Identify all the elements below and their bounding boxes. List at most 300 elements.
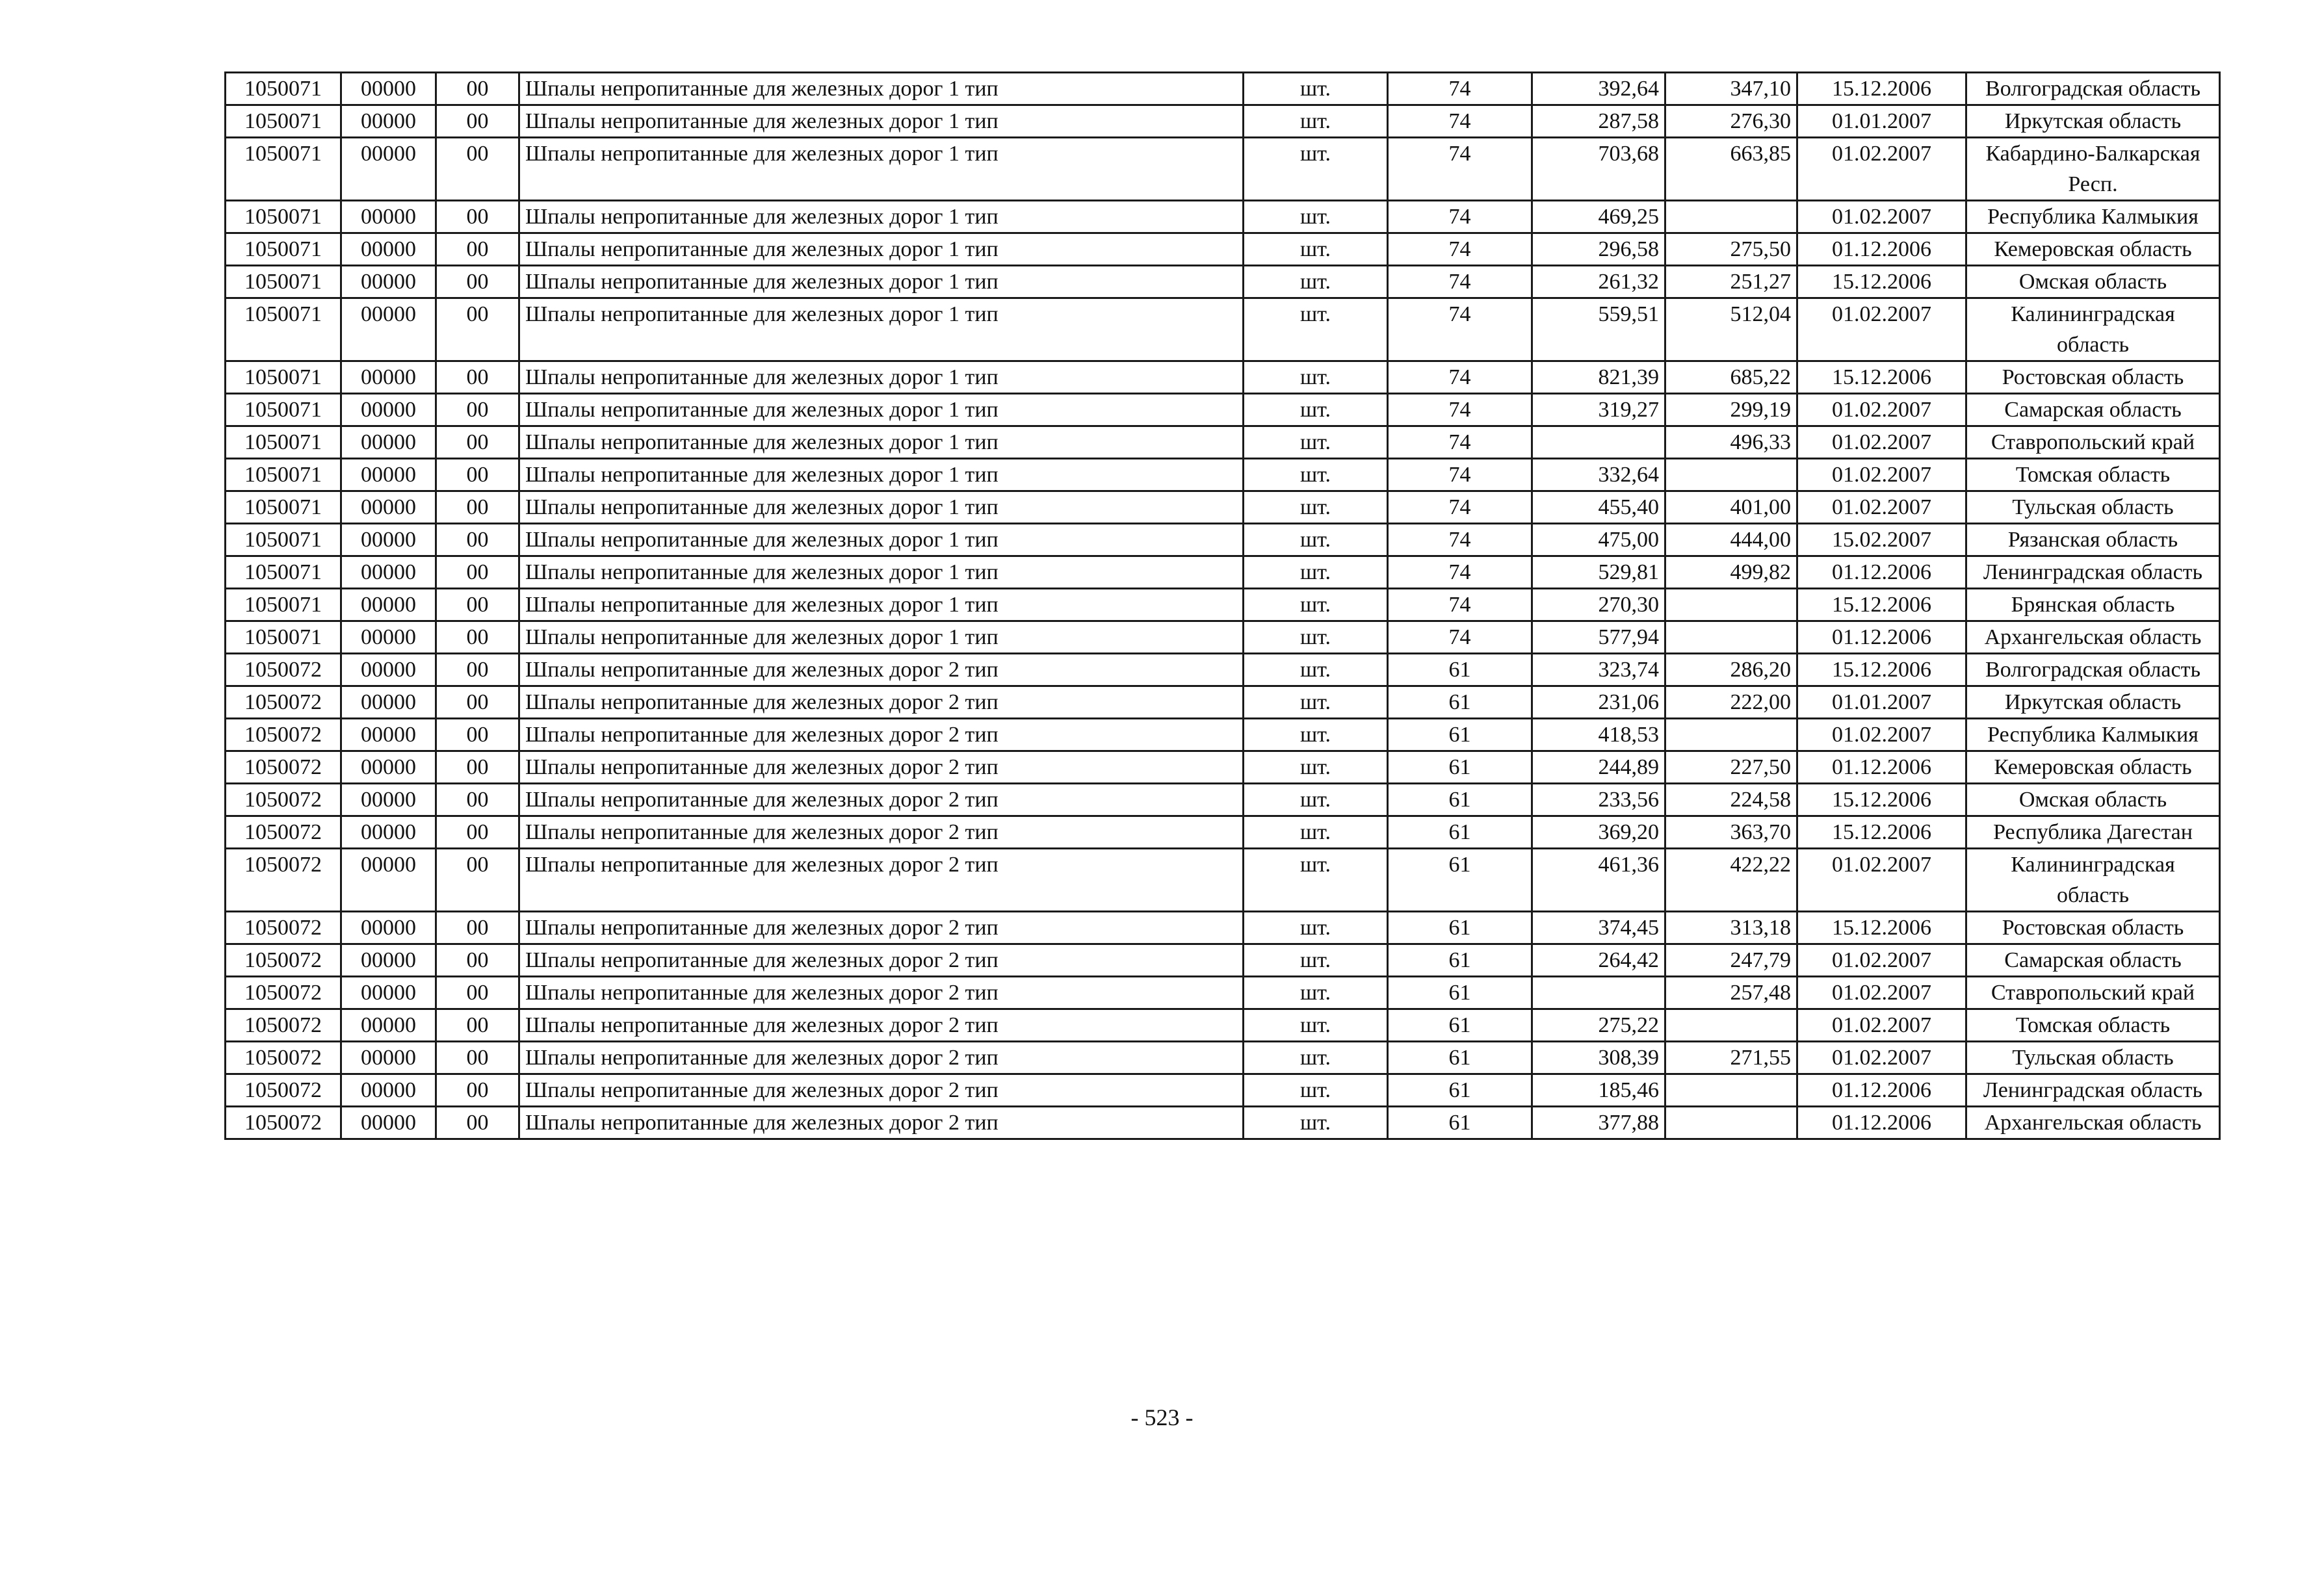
cell-price-1: 529,81	[1532, 556, 1665, 589]
cell-date: 01.12.2006	[1797, 621, 1966, 654]
cell-product-name: Шпалы непропитанные для железных дорог 2 тип	[519, 654, 1244, 686]
table-row	[226, 138, 2220, 201]
cell-unit: шт.	[1244, 816, 1388, 849]
cell-price-1: 244,89	[1532, 751, 1665, 784]
cell-price-2: 512,04	[1665, 298, 1797, 361]
cell-quantity-code: 74	[1388, 589, 1532, 621]
cell-extension: 00	[436, 233, 519, 266]
cell-price-2: 496,33	[1665, 426, 1797, 459]
cell-unit: шт.	[1244, 1042, 1388, 1074]
cell-quantity-code: 74	[1388, 459, 1532, 491]
cell-quantity-code: 74	[1388, 105, 1532, 138]
cell-region: Омская область	[1966, 784, 2220, 816]
cell-quantity-code: 74	[1388, 233, 1532, 266]
cell-region: Томская область	[1966, 1009, 2220, 1042]
cell-extension: 00	[436, 298, 519, 361]
cell-date: 01.02.2007	[1797, 394, 1966, 426]
cell-region: Кемеровская область	[1966, 751, 2220, 784]
cell-unit: шт.	[1244, 426, 1388, 459]
cell-price-2: 275,50	[1665, 233, 1797, 266]
table-row	[226, 912, 2220, 944]
table-row	[226, 105, 2220, 138]
cell-price-2	[1665, 589, 1797, 621]
cell-extension: 00	[436, 784, 519, 816]
table-row	[226, 1009, 2220, 1042]
cell-code: 1050071	[226, 105, 341, 138]
cell-region: Ленинградская область	[1966, 1074, 2220, 1107]
cell-date: 15.12.2006	[1797, 816, 1966, 849]
cell-product-name: Шпалы непропитанные для железных дорог 2 тип	[519, 751, 1244, 784]
cell-price-2: 401,00	[1665, 491, 1797, 524]
cell-extension: 00	[436, 589, 519, 621]
cell-price-1	[1532, 426, 1665, 459]
cell-price-2: 224,58	[1665, 784, 1797, 816]
cell-region: Ростовская область	[1966, 361, 2220, 394]
cell-unit: шт.	[1244, 751, 1388, 784]
cell-code: 1050072	[226, 977, 341, 1009]
cell-price-2	[1665, 1074, 1797, 1107]
cell-quantity-code: 74	[1388, 491, 1532, 524]
cell-region: Ленинградская область	[1966, 556, 2220, 589]
cell-code: 1050071	[226, 621, 341, 654]
cell-subcode: 00000	[341, 944, 436, 977]
cell-extension: 00	[436, 524, 519, 556]
cell-quantity-code: 74	[1388, 556, 1532, 589]
cell-quantity-code: 74	[1388, 266, 1532, 298]
cell-code: 1050072	[226, 686, 341, 719]
cell-quantity-code: 74	[1388, 361, 1532, 394]
table-row	[226, 361, 2220, 394]
cell-product-name: Шпалы непропитанные для железных дорог 2 тип	[519, 719, 1244, 751]
cell-date: 01.02.2007	[1797, 459, 1966, 491]
cell-price-2: 685,22	[1665, 361, 1797, 394]
cell-price-2: 499,82	[1665, 556, 1797, 589]
cell-price-2	[1665, 1009, 1797, 1042]
cell-price-2: 247,79	[1665, 944, 1797, 977]
cell-code: 1050072	[226, 816, 341, 849]
cell-extension: 00	[436, 201, 519, 233]
cell-region: Архангельская область	[1966, 1107, 2220, 1139]
cell-code: 1050072	[226, 719, 341, 751]
cell-price-1: 233,56	[1532, 784, 1665, 816]
cell-code: 1050072	[226, 1009, 341, 1042]
cell-unit: шт.	[1244, 201, 1388, 233]
cell-product-name: Шпалы непропитанные для железных дорог 1 тип	[519, 138, 1244, 201]
cell-region: Томская область	[1966, 459, 2220, 491]
cell-region: Архангельская область	[1966, 621, 2220, 654]
cell-code: 1050071	[226, 524, 341, 556]
cell-code: 1050071	[226, 201, 341, 233]
cell-region: Брянская область	[1966, 589, 2220, 621]
cell-code: 1050071	[226, 426, 341, 459]
table-row	[226, 1042, 2220, 1074]
cell-quantity-code: 61	[1388, 784, 1532, 816]
cell-extension: 00	[436, 138, 519, 201]
cell-unit: шт.	[1244, 1107, 1388, 1139]
cell-quantity-code: 74	[1388, 298, 1532, 361]
cell-code: 1050072	[226, 751, 341, 784]
cell-price-2: 222,00	[1665, 686, 1797, 719]
cell-product-name: Шпалы непропитанные для железных дорог 1 тип	[519, 394, 1244, 426]
cell-code: 1050071	[226, 298, 341, 361]
cell-price-1: 261,32	[1532, 266, 1665, 298]
cell-code: 1050072	[226, 1107, 341, 1139]
cell-product-name: Шпалы непропитанные для железных дорог 1 тип	[519, 105, 1244, 138]
cell-product-name: Шпалы непропитанные для железных дорог 1 тип	[519, 459, 1244, 491]
cell-extension: 00	[436, 977, 519, 1009]
cell-extension: 00	[436, 621, 519, 654]
cell-subcode: 00000	[341, 719, 436, 751]
cell-date: 01.02.2007	[1797, 1042, 1966, 1074]
cell-price-2: 363,70	[1665, 816, 1797, 849]
table-row	[226, 491, 2220, 524]
cell-region: Рязанская область	[1966, 524, 2220, 556]
cell-extension: 00	[436, 944, 519, 977]
table-row	[226, 73, 2220, 105]
cell-region: Волгоградская область	[1966, 654, 2220, 686]
cell-subcode: 00000	[341, 233, 436, 266]
cell-region: Тульская область	[1966, 491, 2220, 524]
cell-unit: шт.	[1244, 556, 1388, 589]
table-row	[226, 686, 2220, 719]
cell-quantity-code: 61	[1388, 751, 1532, 784]
cell-region: Ставропольский край	[1966, 426, 2220, 459]
cell-product-name: Шпалы непропитанные для железных дорог 2 тип	[519, 912, 1244, 944]
cell-extension: 00	[436, 394, 519, 426]
cell-extension: 00	[436, 1107, 519, 1139]
cell-quantity-code: 61	[1388, 977, 1532, 1009]
cell-date: 15.12.2006	[1797, 266, 1966, 298]
cell-unit: шт.	[1244, 719, 1388, 751]
cell-code: 1050072	[226, 912, 341, 944]
cell-price-1	[1532, 977, 1665, 1009]
cell-region: Омская область	[1966, 266, 2220, 298]
cell-quantity-code: 61	[1388, 849, 1532, 912]
cell-product-name: Шпалы непропитанные для железных дорог 2 тип	[519, 944, 1244, 977]
cell-date: 15.12.2006	[1797, 589, 1966, 621]
cell-subcode: 00000	[341, 621, 436, 654]
cell-date: 01.12.2006	[1797, 1074, 1966, 1107]
cell-code: 1050071	[226, 361, 341, 394]
cell-unit: шт.	[1244, 977, 1388, 1009]
cell-subcode: 00000	[341, 266, 436, 298]
cell-code: 1050071	[226, 459, 341, 491]
cell-price-1: 308,39	[1532, 1042, 1665, 1074]
cell-price-1: 475,00	[1532, 524, 1665, 556]
cell-price-2: 251,27	[1665, 266, 1797, 298]
cell-price-1: 377,88	[1532, 1107, 1665, 1139]
cell-date: 01.02.2007	[1797, 298, 1966, 361]
cell-region: Тульская область	[1966, 1042, 2220, 1074]
cell-subcode: 00000	[341, 426, 436, 459]
cell-quantity-code: 74	[1388, 426, 1532, 459]
cell-unit: шт.	[1244, 73, 1388, 105]
cell-extension: 00	[436, 73, 519, 105]
table-row	[226, 201, 2220, 233]
cell-subcode: 00000	[341, 394, 436, 426]
cell-subcode: 00000	[341, 298, 436, 361]
table-row	[226, 751, 2220, 784]
cell-code: 1050071	[226, 556, 341, 589]
cell-extension: 00	[436, 361, 519, 394]
cell-date: 01.02.2007	[1797, 201, 1966, 233]
cell-price-2	[1665, 1107, 1797, 1139]
cell-date: 15.12.2006	[1797, 73, 1966, 105]
cell-quantity-code: 61	[1388, 1009, 1532, 1042]
cell-region: Волгоградская область	[1966, 73, 2220, 105]
cell-quantity-code: 74	[1388, 394, 1532, 426]
cell-code: 1050071	[226, 73, 341, 105]
cell-price-2: 313,18	[1665, 912, 1797, 944]
price-table	[224, 71, 2221, 1140]
cell-unit: шт.	[1244, 944, 1388, 977]
cell-unit: шт.	[1244, 459, 1388, 491]
cell-subcode: 00000	[341, 686, 436, 719]
cell-date: 15.12.2006	[1797, 784, 1966, 816]
cell-date: 01.12.2006	[1797, 556, 1966, 589]
table-row	[226, 1107, 2220, 1139]
cell-subcode: 00000	[341, 201, 436, 233]
cell-extension: 00	[436, 1074, 519, 1107]
cell-unit: шт.	[1244, 912, 1388, 944]
cell-code: 1050072	[226, 944, 341, 977]
cell-extension: 00	[436, 751, 519, 784]
cell-product-name: Шпалы непропитанные для железных дорог 1 тип	[519, 426, 1244, 459]
cell-region: Самарская область	[1966, 394, 2220, 426]
cell-date: 01.02.2007	[1797, 426, 1966, 459]
cell-quantity-code: 74	[1388, 73, 1532, 105]
cell-unit: шт.	[1244, 1009, 1388, 1042]
cell-price-2	[1665, 201, 1797, 233]
cell-region: Кабардино-Балкарская Респ.	[1966, 138, 2220, 201]
cell-price-1: 287,58	[1532, 105, 1665, 138]
cell-date: 01.01.2007	[1797, 105, 1966, 138]
cell-subcode: 00000	[341, 1042, 436, 1074]
table-row	[226, 1074, 2220, 1107]
cell-price-2: 276,30	[1665, 105, 1797, 138]
cell-subcode: 00000	[341, 138, 436, 201]
cell-date: 15.12.2006	[1797, 654, 1966, 686]
cell-quantity-code: 61	[1388, 912, 1532, 944]
cell-subcode: 00000	[341, 491, 436, 524]
table-row	[226, 977, 2220, 1009]
cell-subcode: 00000	[341, 556, 436, 589]
cell-price-1: 275,22	[1532, 1009, 1665, 1042]
cell-code: 1050072	[226, 654, 341, 686]
cell-subcode: 00000	[341, 361, 436, 394]
cell-region: Республика Калмыкия	[1966, 201, 2220, 233]
cell-unit: шт.	[1244, 589, 1388, 621]
table-row	[226, 784, 2220, 816]
cell-code: 1050071	[226, 266, 341, 298]
cell-subcode: 00000	[341, 524, 436, 556]
cell-product-name: Шпалы непропитанные для железных дорог 1 тип	[519, 491, 1244, 524]
cell-price-2: 444,00	[1665, 524, 1797, 556]
cell-product-name: Шпалы непропитанные для железных дорог 1 тип	[519, 73, 1244, 105]
table-row	[226, 298, 2220, 361]
cell-date: 01.12.2006	[1797, 1107, 1966, 1139]
cell-extension: 00	[436, 654, 519, 686]
cell-code: 1050071	[226, 233, 341, 266]
cell-extension: 00	[436, 849, 519, 912]
cell-product-name: Шпалы непропитанные для железных дорог 2 тип	[519, 1042, 1244, 1074]
cell-region: Иркутская область	[1966, 686, 2220, 719]
cell-quantity-code: 61	[1388, 1042, 1532, 1074]
cell-extension: 00	[436, 459, 519, 491]
page-number: - 523 -	[1130, 1404, 1194, 1430]
cell-subcode: 00000	[341, 977, 436, 1009]
table-row	[226, 426, 2220, 459]
cell-code: 1050071	[226, 491, 341, 524]
cell-date: 01.02.2007	[1797, 138, 1966, 201]
table-row	[226, 719, 2220, 751]
cell-price-2	[1665, 719, 1797, 751]
cell-product-name: Шпалы непропитанные для железных дорог 1 тип	[519, 233, 1244, 266]
table-row	[226, 556, 2220, 589]
cell-price-1: 264,42	[1532, 944, 1665, 977]
cell-unit: шт.	[1244, 233, 1388, 266]
table-row	[226, 233, 2220, 266]
cell-price-1: 821,39	[1532, 361, 1665, 394]
cell-product-name: Шпалы непропитанные для железных дорог 1 тип	[519, 361, 1244, 394]
cell-subcode: 00000	[341, 1074, 436, 1107]
cell-extension: 00	[436, 491, 519, 524]
cell-code: 1050072	[226, 1074, 341, 1107]
cell-region: Кемеровская область	[1966, 233, 2220, 266]
cell-quantity-code: 74	[1388, 201, 1532, 233]
price-table-body	[226, 73, 2220, 1139]
cell-price-2	[1665, 459, 1797, 491]
cell-unit: шт.	[1244, 105, 1388, 138]
cell-unit: шт.	[1244, 621, 1388, 654]
cell-product-name: Шпалы непропитанные для железных дорог 1 тип	[519, 524, 1244, 556]
cell-extension: 00	[436, 105, 519, 138]
cell-price-1: 374,45	[1532, 912, 1665, 944]
table-row	[226, 524, 2220, 556]
cell-extension: 00	[436, 1009, 519, 1042]
cell-price-1: 185,46	[1532, 1074, 1665, 1107]
cell-quantity-code: 74	[1388, 621, 1532, 654]
cell-code: 1050072	[226, 1042, 341, 1074]
cell-code: 1050072	[226, 784, 341, 816]
cell-date: 01.02.2007	[1797, 491, 1966, 524]
cell-extension: 00	[436, 816, 519, 849]
cell-subcode: 00000	[341, 654, 436, 686]
cell-product-name: Шпалы непропитанные для железных дорог 1 тип	[519, 589, 1244, 621]
table-row	[226, 849, 2220, 912]
table-row	[226, 266, 2220, 298]
cell-date: 01.12.2006	[1797, 233, 1966, 266]
cell-product-name: Шпалы непропитанные для железных дорог 2 тип	[519, 849, 1244, 912]
table-row	[226, 944, 2220, 977]
cell-price-1: 231,06	[1532, 686, 1665, 719]
cell-quantity-code: 61	[1388, 1074, 1532, 1107]
cell-price-2: 227,50	[1665, 751, 1797, 784]
table-row	[226, 654, 2220, 686]
cell-subcode: 00000	[341, 459, 436, 491]
cell-price-1: 469,25	[1532, 201, 1665, 233]
cell-date: 15.12.2006	[1797, 912, 1966, 944]
cell-price-1: 559,51	[1532, 298, 1665, 361]
cell-unit: шт.	[1244, 849, 1388, 912]
cell-price-1: 323,74	[1532, 654, 1665, 686]
cell-date: 15.02.2007	[1797, 524, 1966, 556]
cell-region: Республика Дагестан	[1966, 816, 2220, 849]
cell-product-name: Шпалы непропитанные для железных дорог 2 тип	[519, 686, 1244, 719]
cell-price-2: 422,22	[1665, 849, 1797, 912]
cell-price-1: 319,27	[1532, 394, 1665, 426]
cell-date: 01.01.2007	[1797, 686, 1966, 719]
cell-unit: шт.	[1244, 524, 1388, 556]
cell-region: Ставропольский край	[1966, 977, 2220, 1009]
cell-product-name: Шпалы непропитанные для железных дорог 2 тип	[519, 1074, 1244, 1107]
cell-quantity-code: 74	[1388, 138, 1532, 201]
cell-unit: шт.	[1244, 1074, 1388, 1107]
cell-price-2: 347,10	[1665, 73, 1797, 105]
cell-price-1: 270,30	[1532, 589, 1665, 621]
cell-quantity-code: 61	[1388, 654, 1532, 686]
cell-unit: шт.	[1244, 298, 1388, 361]
cell-price-2: 286,20	[1665, 654, 1797, 686]
cell-price-2: 257,48	[1665, 977, 1797, 1009]
table-row	[226, 589, 2220, 621]
cell-product-name: Шпалы непропитанные для железных дорог 2 тип	[519, 1009, 1244, 1042]
cell-date: 01.02.2007	[1797, 719, 1966, 751]
cell-region: Республика Калмыкия	[1966, 719, 2220, 751]
cell-subcode: 00000	[341, 73, 436, 105]
cell-date: 01.02.2007	[1797, 849, 1966, 912]
cell-subcode: 00000	[341, 912, 436, 944]
cell-unit: шт.	[1244, 686, 1388, 719]
cell-extension: 00	[436, 556, 519, 589]
cell-quantity-code: 61	[1388, 719, 1532, 751]
cell-date: 01.02.2007	[1797, 977, 1966, 1009]
cell-unit: шт.	[1244, 394, 1388, 426]
cell-price-2	[1665, 621, 1797, 654]
cell-code: 1050071	[226, 394, 341, 426]
cell-subcode: 00000	[341, 1107, 436, 1139]
cell-product-name: Шпалы непропитанные для железных дорог 1 тип	[519, 266, 1244, 298]
cell-subcode: 00000	[341, 751, 436, 784]
cell-product-name: Шпалы непропитанные для железных дорог 1 тип	[519, 621, 1244, 654]
cell-product-name: Шпалы непропитанные для железных дорог 2 тип	[519, 977, 1244, 1009]
cell-price-2: 299,19	[1665, 394, 1797, 426]
cell-extension: 00	[436, 719, 519, 751]
cell-subcode: 00000	[341, 849, 436, 912]
cell-extension: 00	[436, 686, 519, 719]
cell-quantity-code: 61	[1388, 944, 1532, 977]
cell-price-1: 461,36	[1532, 849, 1665, 912]
cell-unit: шт.	[1244, 138, 1388, 201]
cell-extension: 00	[436, 266, 519, 298]
cell-quantity-code: 74	[1388, 524, 1532, 556]
cell-price-1: 703,68	[1532, 138, 1665, 201]
cell-region: Самарская область	[1966, 944, 2220, 977]
table-row	[226, 816, 2220, 849]
cell-date: 01.12.2006	[1797, 751, 1966, 784]
cell-region: Калининградская область	[1966, 298, 2220, 361]
cell-product-name: Шпалы непропитанные для железных дорог 1 тип	[519, 298, 1244, 361]
cell-quantity-code: 61	[1388, 816, 1532, 849]
cell-region: Ростовская область	[1966, 912, 2220, 944]
cell-price-1: 369,20	[1532, 816, 1665, 849]
cell-price-1: 332,64	[1532, 459, 1665, 491]
cell-price-1: 418,53	[1532, 719, 1665, 751]
cell-region: Калининградская область	[1966, 849, 2220, 912]
cell-subcode: 00000	[341, 1009, 436, 1042]
cell-subcode: 00000	[341, 784, 436, 816]
cell-unit: шт.	[1244, 361, 1388, 394]
